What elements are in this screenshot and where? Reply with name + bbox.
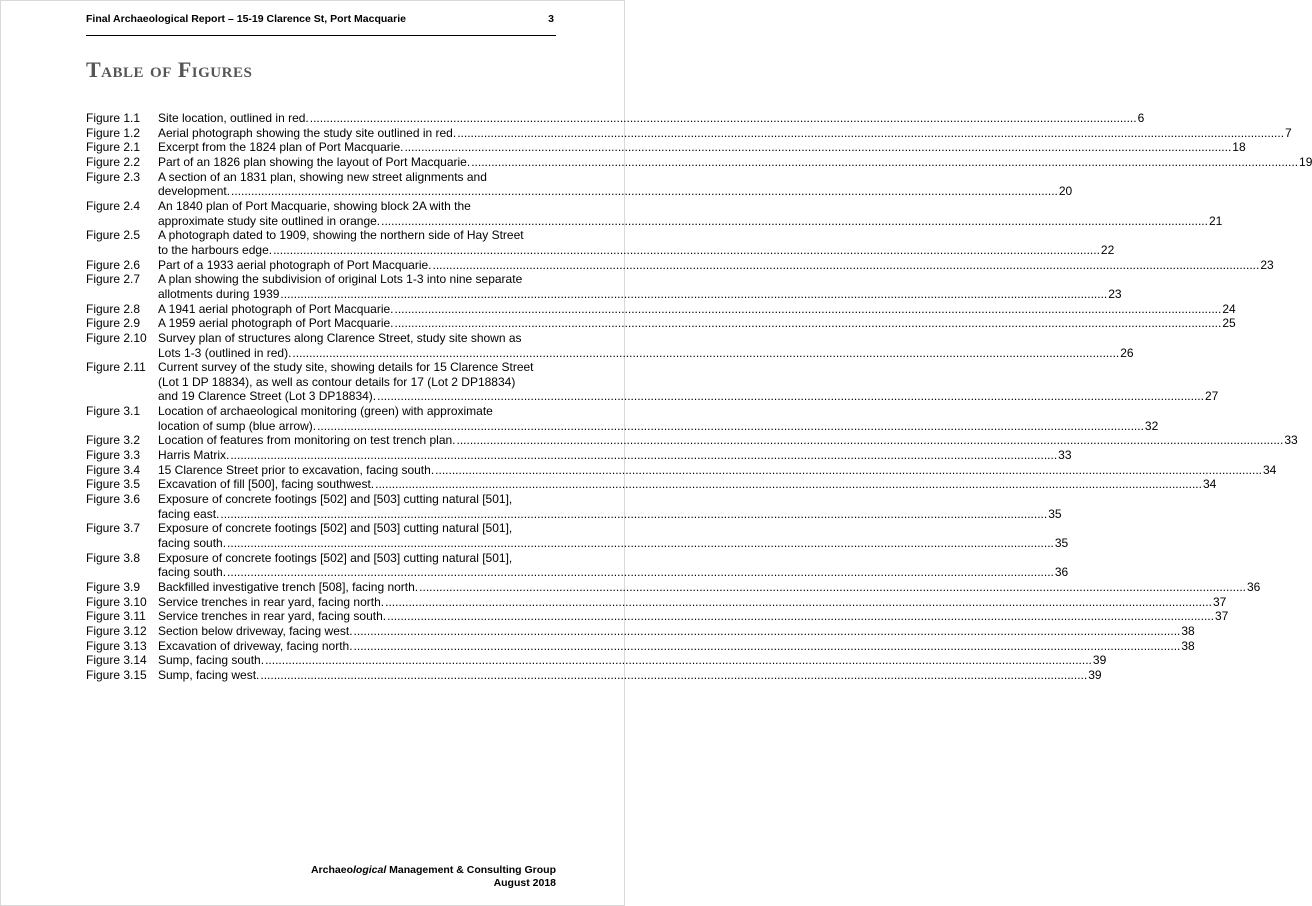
dot-leader <box>457 126 1284 141</box>
figure-caption-text: Part of a 1933 aerial photograph of Port Macquarie. <box>158 257 432 272</box>
figure-label: Figure 3.6 <box>86 492 141 507</box>
footer-org-italic: logical <box>352 864 387 876</box>
figure-page-number: 34 <box>1262 462 1277 477</box>
figure-caption <box>158 331 1134 360</box>
figure-page-number: 27 <box>1204 389 1219 404</box>
figure-caption-final-line <box>158 389 1218 404</box>
dot-leader <box>310 111 1137 126</box>
figure-caption <box>158 551 1068 580</box>
figure-caption-text: A 1959 aerial photograph of Port Macquarie. <box>158 316 394 331</box>
figure-label: Figure 2.7 <box>86 272 141 287</box>
figure-caption <box>158 433 1298 448</box>
figure-entry[interactable] <box>86 521 1069 551</box>
figure-label: Figure 2.9 <box>86 316 141 331</box>
figure-page-number: 36 <box>1246 580 1261 594</box>
figure-page-number: 25 <box>1222 316 1236 331</box>
figure-caption-final-line <box>158 580 1260 595</box>
figure-caption-text: facing east. <box>158 506 220 521</box>
figure-page-number: 7 <box>1285 125 1292 140</box>
figure-entry[interactable] <box>86 228 1115 257</box>
figure-entry[interactable] <box>86 125 1292 141</box>
footer-date: August 2018 <box>493 876 556 889</box>
figure-caption <box>158 111 1144 126</box>
figure-entry[interactable] <box>86 360 1219 404</box>
figure-caption-final-line <box>158 507 1062 522</box>
figure-caption <box>158 272 1122 301</box>
footer-organisation <box>311 864 556 877</box>
figure-caption-text: Site location, outlined in red. <box>158 111 309 125</box>
dot-leader <box>220 507 1047 522</box>
figure-caption-text: Section below driveway, facing west. <box>158 623 353 638</box>
figure-caption-final-line <box>158 624 1195 639</box>
figure-page-number: 20 <box>1058 184 1073 199</box>
figure-label: Figure 3.7 <box>86 521 141 536</box>
figure-caption-text: Sump, facing south. <box>158 653 265 668</box>
figure-entry[interactable] <box>86 550 1069 580</box>
figure-entry[interactable] <box>86 477 1217 492</box>
dot-leader <box>230 448 1057 463</box>
figure-caption <box>158 653 1106 668</box>
figure-caption-text: to the harbours edge. <box>158 242 273 257</box>
figure-entry[interactable] <box>86 301 1236 317</box>
figure-caption-final-line <box>158 155 1312 170</box>
figure-caption <box>158 228 1114 257</box>
figure-caption <box>158 404 1158 433</box>
figure-caption-final-line <box>158 419 1158 434</box>
figure-caption-text: location of sump (blue arrow). <box>158 418 317 433</box>
figure-entry[interactable] <box>86 272 1122 301</box>
figure-label: Figure 3.11 <box>86 609 146 624</box>
figure-page-number: 26 <box>1120 345 1134 360</box>
figure-caption <box>158 258 1274 273</box>
figure-caption-text: 15 Clarence Street prior to excavation, facing south. <box>158 462 435 477</box>
figure-caption <box>158 477 1216 492</box>
figure-entry[interactable] <box>86 140 1246 155</box>
figure-page-number: 23 <box>1260 257 1274 272</box>
figure-label: Figure 2.4 <box>86 198 141 213</box>
header-title: Final Archaeological Report – 15-19 Clarence St, Port Macquarie <box>86 13 406 25</box>
figure-caption <box>158 316 1236 331</box>
figure-caption-final-line <box>158 258 1274 273</box>
figure-caption <box>158 463 1276 478</box>
figure-caption-final-line <box>158 302 1236 317</box>
figure-page-number: 33 <box>1058 448 1072 463</box>
figure-caption-final-line <box>158 536 1068 551</box>
table-of-figures-title: Table of Figures <box>86 57 253 82</box>
figure-caption-final-line <box>158 316 1236 331</box>
figure-caption-line: A section of an 1831 plan, showing new street alignments and <box>158 169 487 184</box>
figure-caption <box>158 170 1072 199</box>
figure-label: Figure 3.2 <box>86 433 141 448</box>
figure-entry[interactable] <box>86 448 1072 463</box>
figure-label: Figure 2.10 <box>86 330 147 345</box>
figure-entry[interactable] <box>86 462 1277 478</box>
figure-caption-final-line <box>158 126 1292 141</box>
figure-label: Figure 2.1 <box>86 140 141 155</box>
figure-caption <box>158 140 1246 155</box>
figure-caption-text: approximate study site outlined in orange. <box>158 213 381 228</box>
dot-leader <box>317 419 1144 434</box>
figure-caption-final-line <box>158 448 1072 463</box>
figure-caption-text: Sump, facing west. <box>158 667 260 682</box>
figure-label: Figure 2.6 <box>86 257 141 272</box>
figure-caption-final-line <box>158 463 1276 478</box>
dot-leader <box>354 639 1181 654</box>
figure-page-number: 19 <box>1299 154 1312 169</box>
figure-caption-line: Survey plan of structures along Clarence Street, study site shown as <box>158 330 522 345</box>
figure-label: Figure 2.2 <box>86 154 141 169</box>
footer-org-prefix: Archaeo <box>310 864 353 876</box>
figure-label: Figure 3.1 <box>86 404 141 419</box>
figure-entry[interactable] <box>86 198 1223 228</box>
figure-caption <box>158 639 1195 654</box>
figure-caption <box>158 609 1228 624</box>
figure-caption-line: (Lot 1 DP 18834), as well as contour details for 17 (Lot 2 DP18834) <box>158 374 516 389</box>
figure-caption-text: A 1941 aerial photograph of Port Macquarie. <box>158 301 394 316</box>
figure-entry[interactable] <box>86 111 1145 126</box>
figure-label: Figure 3.15 <box>86 667 147 682</box>
figure-caption-final-line <box>158 668 1102 683</box>
figure-label: Figure 3.13 <box>86 638 147 653</box>
figure-caption-line: A photograph dated to 1909, showing the northern side of Hay Street <box>158 228 524 243</box>
figure-caption-text: and 19 Clarence Street (Lot 3 DP18834). <box>158 389 377 404</box>
figure-page-number: 38 <box>1181 623 1195 638</box>
dot-leader <box>280 287 1107 302</box>
dot-leader <box>471 155 1298 170</box>
figure-caption <box>158 126 1292 141</box>
figure-entry[interactable] <box>86 623 1195 639</box>
dot-leader <box>395 302 1222 317</box>
figure-caption <box>158 448 1072 463</box>
figure-label: Figure 3.8 <box>86 550 141 565</box>
figure-caption-line: A plan showing the subdivision of original Lots 1-3 into nine separate <box>158 272 523 287</box>
dot-leader <box>265 653 1092 668</box>
figure-page-number: 39 <box>1088 667 1102 682</box>
figure-page-number: 18 <box>1232 140 1246 155</box>
figure-caption-text: Location of features from monitoring on test trench plan. <box>158 433 456 448</box>
figure-label: Figure 3.10 <box>86 594 147 609</box>
figure-caption <box>158 624 1195 639</box>
dot-leader <box>404 140 1231 155</box>
figure-caption-text: Service trenches in rear yard, facing north. <box>158 594 385 609</box>
figure-caption-final-line <box>158 140 1246 155</box>
figure-page-number: 6 <box>1137 111 1145 125</box>
figure-label: Figure 3.4 <box>86 462 141 477</box>
dot-leader <box>385 595 1212 610</box>
figure-caption <box>158 155 1312 170</box>
dot-leader <box>433 258 1260 273</box>
footer <box>311 864 556 889</box>
figure-caption <box>158 199 1222 228</box>
figure-caption <box>158 595 1226 610</box>
figure-caption <box>158 302 1236 317</box>
figure-caption-text: allotments during 1939 <box>158 286 280 301</box>
figure-list <box>86 111 1312 683</box>
figure-page-number: 23 <box>1108 286 1122 301</box>
figure-caption-final-line <box>158 214 1222 229</box>
dot-leader <box>387 609 1214 624</box>
figure-page-number: 33 <box>1284 433 1298 448</box>
figure-caption-final-line <box>158 184 1072 199</box>
figure-label: Figure 2.8 <box>86 301 141 316</box>
figure-label: Figure 3.12 <box>86 623 147 638</box>
figure-entry[interactable] <box>86 653 1107 668</box>
dot-leader <box>273 243 1100 258</box>
dot-leader <box>381 214 1208 229</box>
figure-page-number: 22 <box>1100 242 1115 257</box>
figure-caption-text: Excavation of fill [500], facing southwest. <box>158 477 375 492</box>
figure-caption-line: Exposure of concrete footings [502] and [503] cutting natural [501], <box>158 550 513 565</box>
figure-label: Figure 3.9 <box>86 580 141 594</box>
figure-caption-final-line <box>158 477 1216 492</box>
figure-caption-line: Location of archaeological monitoring (green) with approximate <box>158 404 493 419</box>
figure-caption-final-line <box>158 243 1114 258</box>
page-number: 3 <box>548 13 554 25</box>
figure-entry[interactable] <box>86 492 1062 521</box>
figure-label: Figure 3.3 <box>86 448 141 463</box>
figure-entry[interactable] <box>86 580 1261 595</box>
figure-caption-final-line <box>158 433 1298 448</box>
figure-page-number: 24 <box>1222 301 1236 316</box>
figure-label: Figure 3.5 <box>86 477 141 492</box>
figure-caption-text: facing south. <box>158 536 227 551</box>
figure-caption-text: Excerpt from the 1824 plan of Port Macquarie. <box>158 140 404 155</box>
figure-caption <box>158 668 1102 683</box>
figure-entry[interactable] <box>86 154 1312 170</box>
dot-leader <box>457 433 1284 448</box>
figure-entry[interactable] <box>86 609 1229 624</box>
dot-leader <box>231 184 1058 199</box>
figure-caption <box>158 360 1218 404</box>
figure-caption-final-line <box>158 609 1228 624</box>
figure-page-number: 35 <box>1054 536 1069 551</box>
figure-caption-text: facing south. <box>158 565 227 580</box>
figure-caption-final-line <box>158 653 1106 668</box>
figure-caption <box>158 521 1068 550</box>
figure-caption <box>158 580 1260 595</box>
figure-label: Figure 2.3 <box>86 169 141 184</box>
figure-caption-line: An 1840 plan of Port Macquarie, showing block 2A with the <box>158 198 471 213</box>
figure-entry[interactable] <box>86 433 1298 448</box>
figure-page-number: 35 <box>1048 506 1062 521</box>
figure-caption <box>158 492 1062 521</box>
figure-caption-final-line <box>158 639 1195 654</box>
figure-caption-line: Exposure of concrete footings [502] and [503] cutting natural [501], <box>158 492 513 507</box>
figure-entry[interactable] <box>86 594 1227 610</box>
dot-leader <box>395 316 1222 331</box>
figure-entry[interactable] <box>86 316 1236 331</box>
figure-label: Figure 3.14 <box>86 653 147 668</box>
figure-page-number: 37 <box>1212 594 1227 609</box>
figure-caption-line: Current survey of the study site, showing details for 15 Clarence Street <box>158 360 534 375</box>
footer-org-suffix: Management & Consulting Group <box>386 864 556 876</box>
figure-label: Figure 2.11 <box>86 360 146 375</box>
running-header <box>86 13 556 36</box>
figure-caption-final-line <box>158 565 1068 580</box>
figure-caption-final-line <box>158 287 1122 302</box>
figure-caption-text: Lots 1-3 (outlined in red). <box>158 345 292 360</box>
dot-leader <box>292 346 1119 361</box>
figure-caption-line: Exposure of concrete footings [502] and [503] cutting natural [501], <box>158 521 513 536</box>
figure-caption-text: Harris Matrix. <box>158 448 230 463</box>
dot-leader <box>375 477 1202 492</box>
dot-leader <box>227 565 1054 580</box>
figure-page-number: 34 <box>1202 477 1217 492</box>
figure-page-number: 37 <box>1214 609 1229 624</box>
figure-entry[interactable] <box>86 404 1159 433</box>
figure-label: Figure 1.1 <box>86 111 141 125</box>
figure-caption-text: Aerial photograph showing the study site outlined in red. <box>158 125 457 140</box>
figure-page-number: 21 <box>1208 213 1223 228</box>
figure-label: Figure 1.2 <box>86 125 141 140</box>
dot-leader <box>419 580 1246 595</box>
dot-leader <box>354 624 1181 639</box>
figure-caption-text: Part of an 1826 plan showing the layout of Port Macquarie. <box>158 154 471 169</box>
figure-caption-final-line <box>158 346 1134 361</box>
dot-leader <box>260 668 1087 683</box>
dot-leader <box>377 389 1204 404</box>
figure-entry[interactable] <box>86 257 1274 273</box>
figure-page-number: 38 <box>1181 638 1195 653</box>
figure-label: Figure 2.5 <box>86 228 141 243</box>
figure-caption-text: Service trenches in rear yard, facing south. <box>158 609 387 624</box>
figure-caption-final-line <box>158 111 1144 126</box>
figure-page-number: 39 <box>1092 653 1107 668</box>
figure-entry[interactable] <box>86 169 1073 199</box>
figure-caption-text: development. <box>158 184 231 199</box>
dot-leader <box>435 463 1262 478</box>
figure-caption-text: Excavation of driveway, facing north. <box>158 638 353 653</box>
figure-page-number: 32 <box>1144 418 1159 433</box>
figure-entry[interactable] <box>86 667 1102 683</box>
figure-entry[interactable] <box>86 330 1134 360</box>
figure-entry[interactable] <box>86 638 1195 654</box>
figure-page-number: 36 <box>1054 565 1069 580</box>
figure-caption-text: Backfilled investigative trench [508], facing north. <box>158 580 419 594</box>
dot-leader <box>227 536 1054 551</box>
figure-caption-final-line <box>158 595 1226 610</box>
